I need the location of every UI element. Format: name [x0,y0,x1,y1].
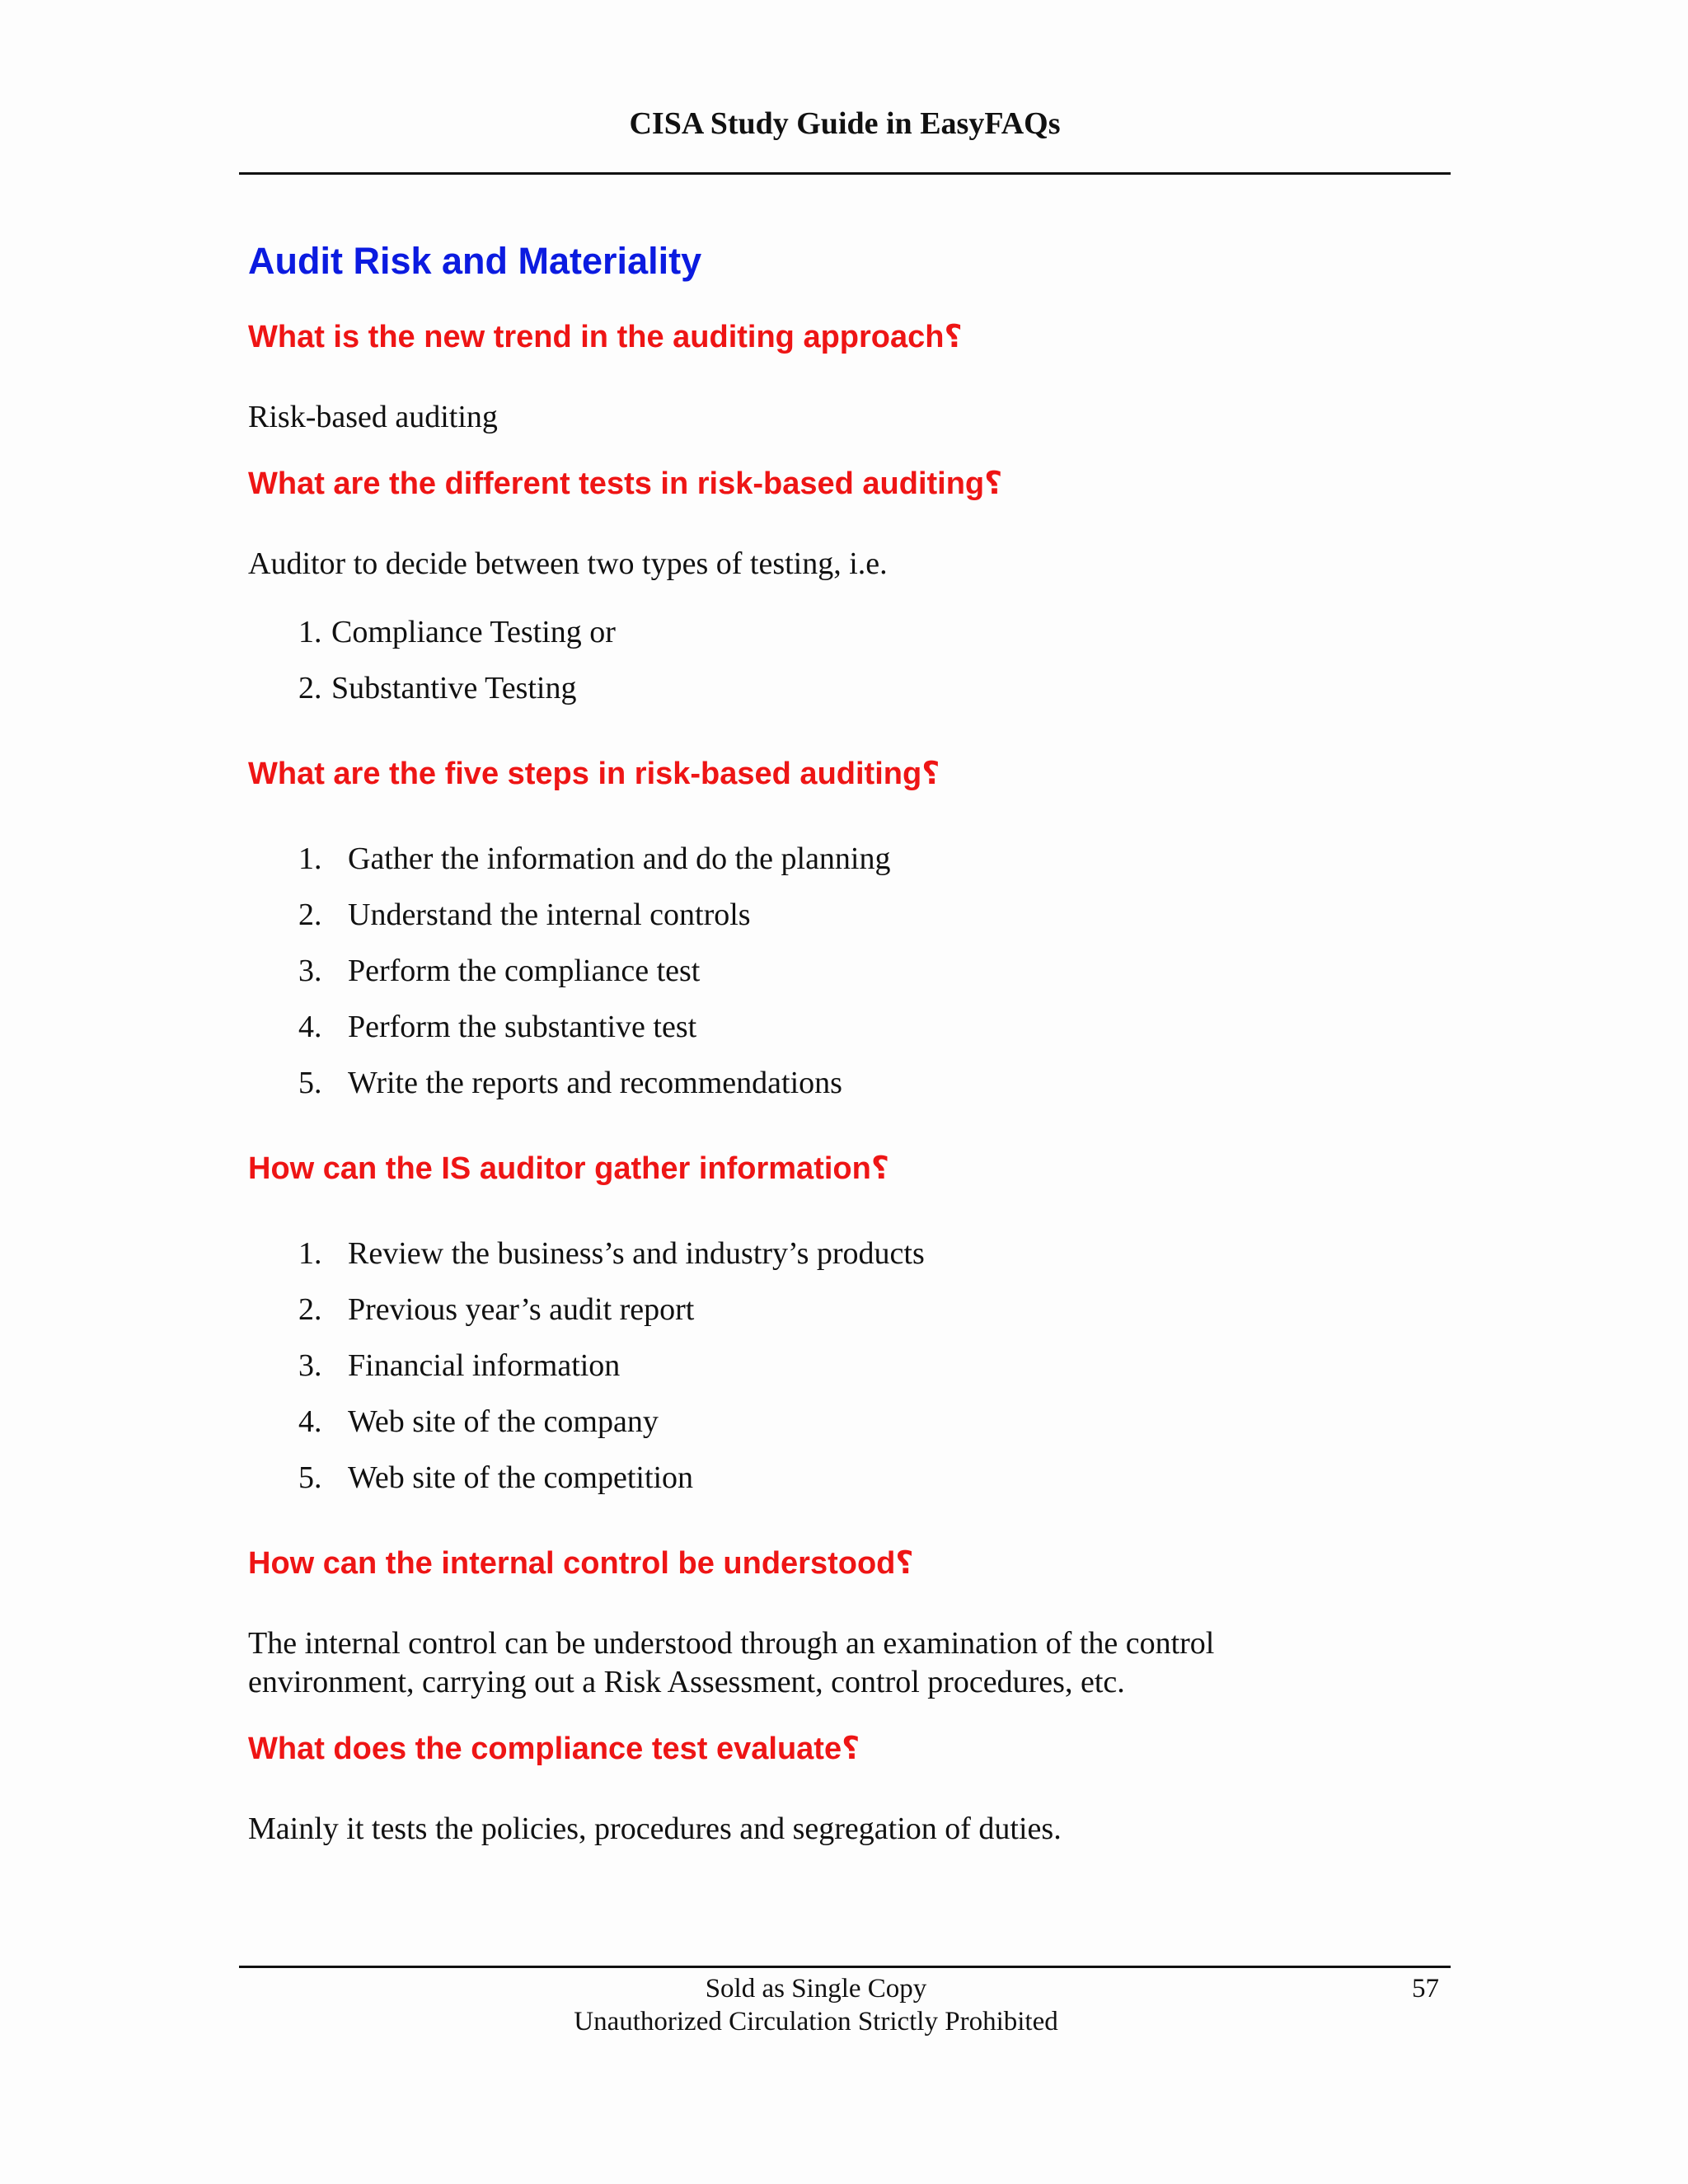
list-number: 4. [298,1010,322,1044]
list-item: 2. Understand the internal controls [298,887,1435,943]
numbered-list [298,831,1435,1111]
list-item: 3. Perform the compliance test [298,943,1435,999]
list-number: 3. [298,954,322,988]
list-number: 3. [298,1348,322,1383]
answer-text: The internal control can be understood through an examination of the control environment, carrying out a Risk Assessment, control procedures, etc. [248,1626,1215,1699]
list-item: 1. Gather the information and do the planning [298,831,1435,887]
list-item: 5. Write the reports and recommendations [298,1055,1435,1111]
list-item: 3. Financial information [298,1338,1435,1394]
question-heading: How can the internal control be understood؟ [248,1546,914,1581]
list-item: 5. Web site of the competition [298,1450,1435,1506]
numbered-list [298,1226,1435,1506]
footer [239,1972,1393,2038]
list-number: 1. [298,1236,322,1271]
list-number: 2. [298,898,322,932]
question-heading: What are the different tests in risk-based auditing؟ [248,466,1003,501]
list-item: 1. Review the business’s and industry’s products [298,1226,1435,1282]
list-number: 5. [298,1460,322,1495]
question-heading: What does the compliance test evaluate؟ [248,1732,860,1766]
running-header: CISA Study Guide in EasyFAQs [629,106,1061,141]
answer-text: Mainly it tests the policies, procedures and segregation of duties. [248,1811,1062,1846]
footer-line: Sold as Single Copy [705,1974,927,2004]
list-number: 5. [298,1066,322,1100]
footer-rule [239,1966,1451,1968]
list-number: 1. [298,841,322,876]
question-heading: What is the new trend in the auditing approach؟ [248,320,963,354]
page-content [248,232,1435,1849]
list-item: 2. Substantive Testing [298,660,1435,716]
list-number: 4. [298,1404,322,1439]
list-number: 2. [298,671,322,705]
list-number: 1. [298,615,322,649]
header-rule [239,172,1451,175]
answer-text: Risk-based auditing [248,400,498,434]
answer-text: Auditor to decide between two types of testing, i.e. [248,546,888,581]
question-heading: How can the IS auditor gather information؟ [248,1151,889,1186]
footer-line: Unauthorized Circulation Strictly Prohibited [574,2007,1058,2036]
question-heading: What are the five steps in risk-based auditing؟ [248,757,940,791]
list-item: 4. Perform the substantive test [298,999,1435,1055]
section-title: Audit Risk and Materiality [248,240,702,282]
list-item: 2. Previous year’s audit report [298,1282,1435,1338]
page-number: 57 [1412,1974,1439,2004]
numbered-list [298,604,1435,716]
list-item: 4. Web site of the company [298,1394,1435,1450]
list-number: 2. [298,1292,322,1327]
list-item: 1. Compliance Testing or [298,604,1435,660]
